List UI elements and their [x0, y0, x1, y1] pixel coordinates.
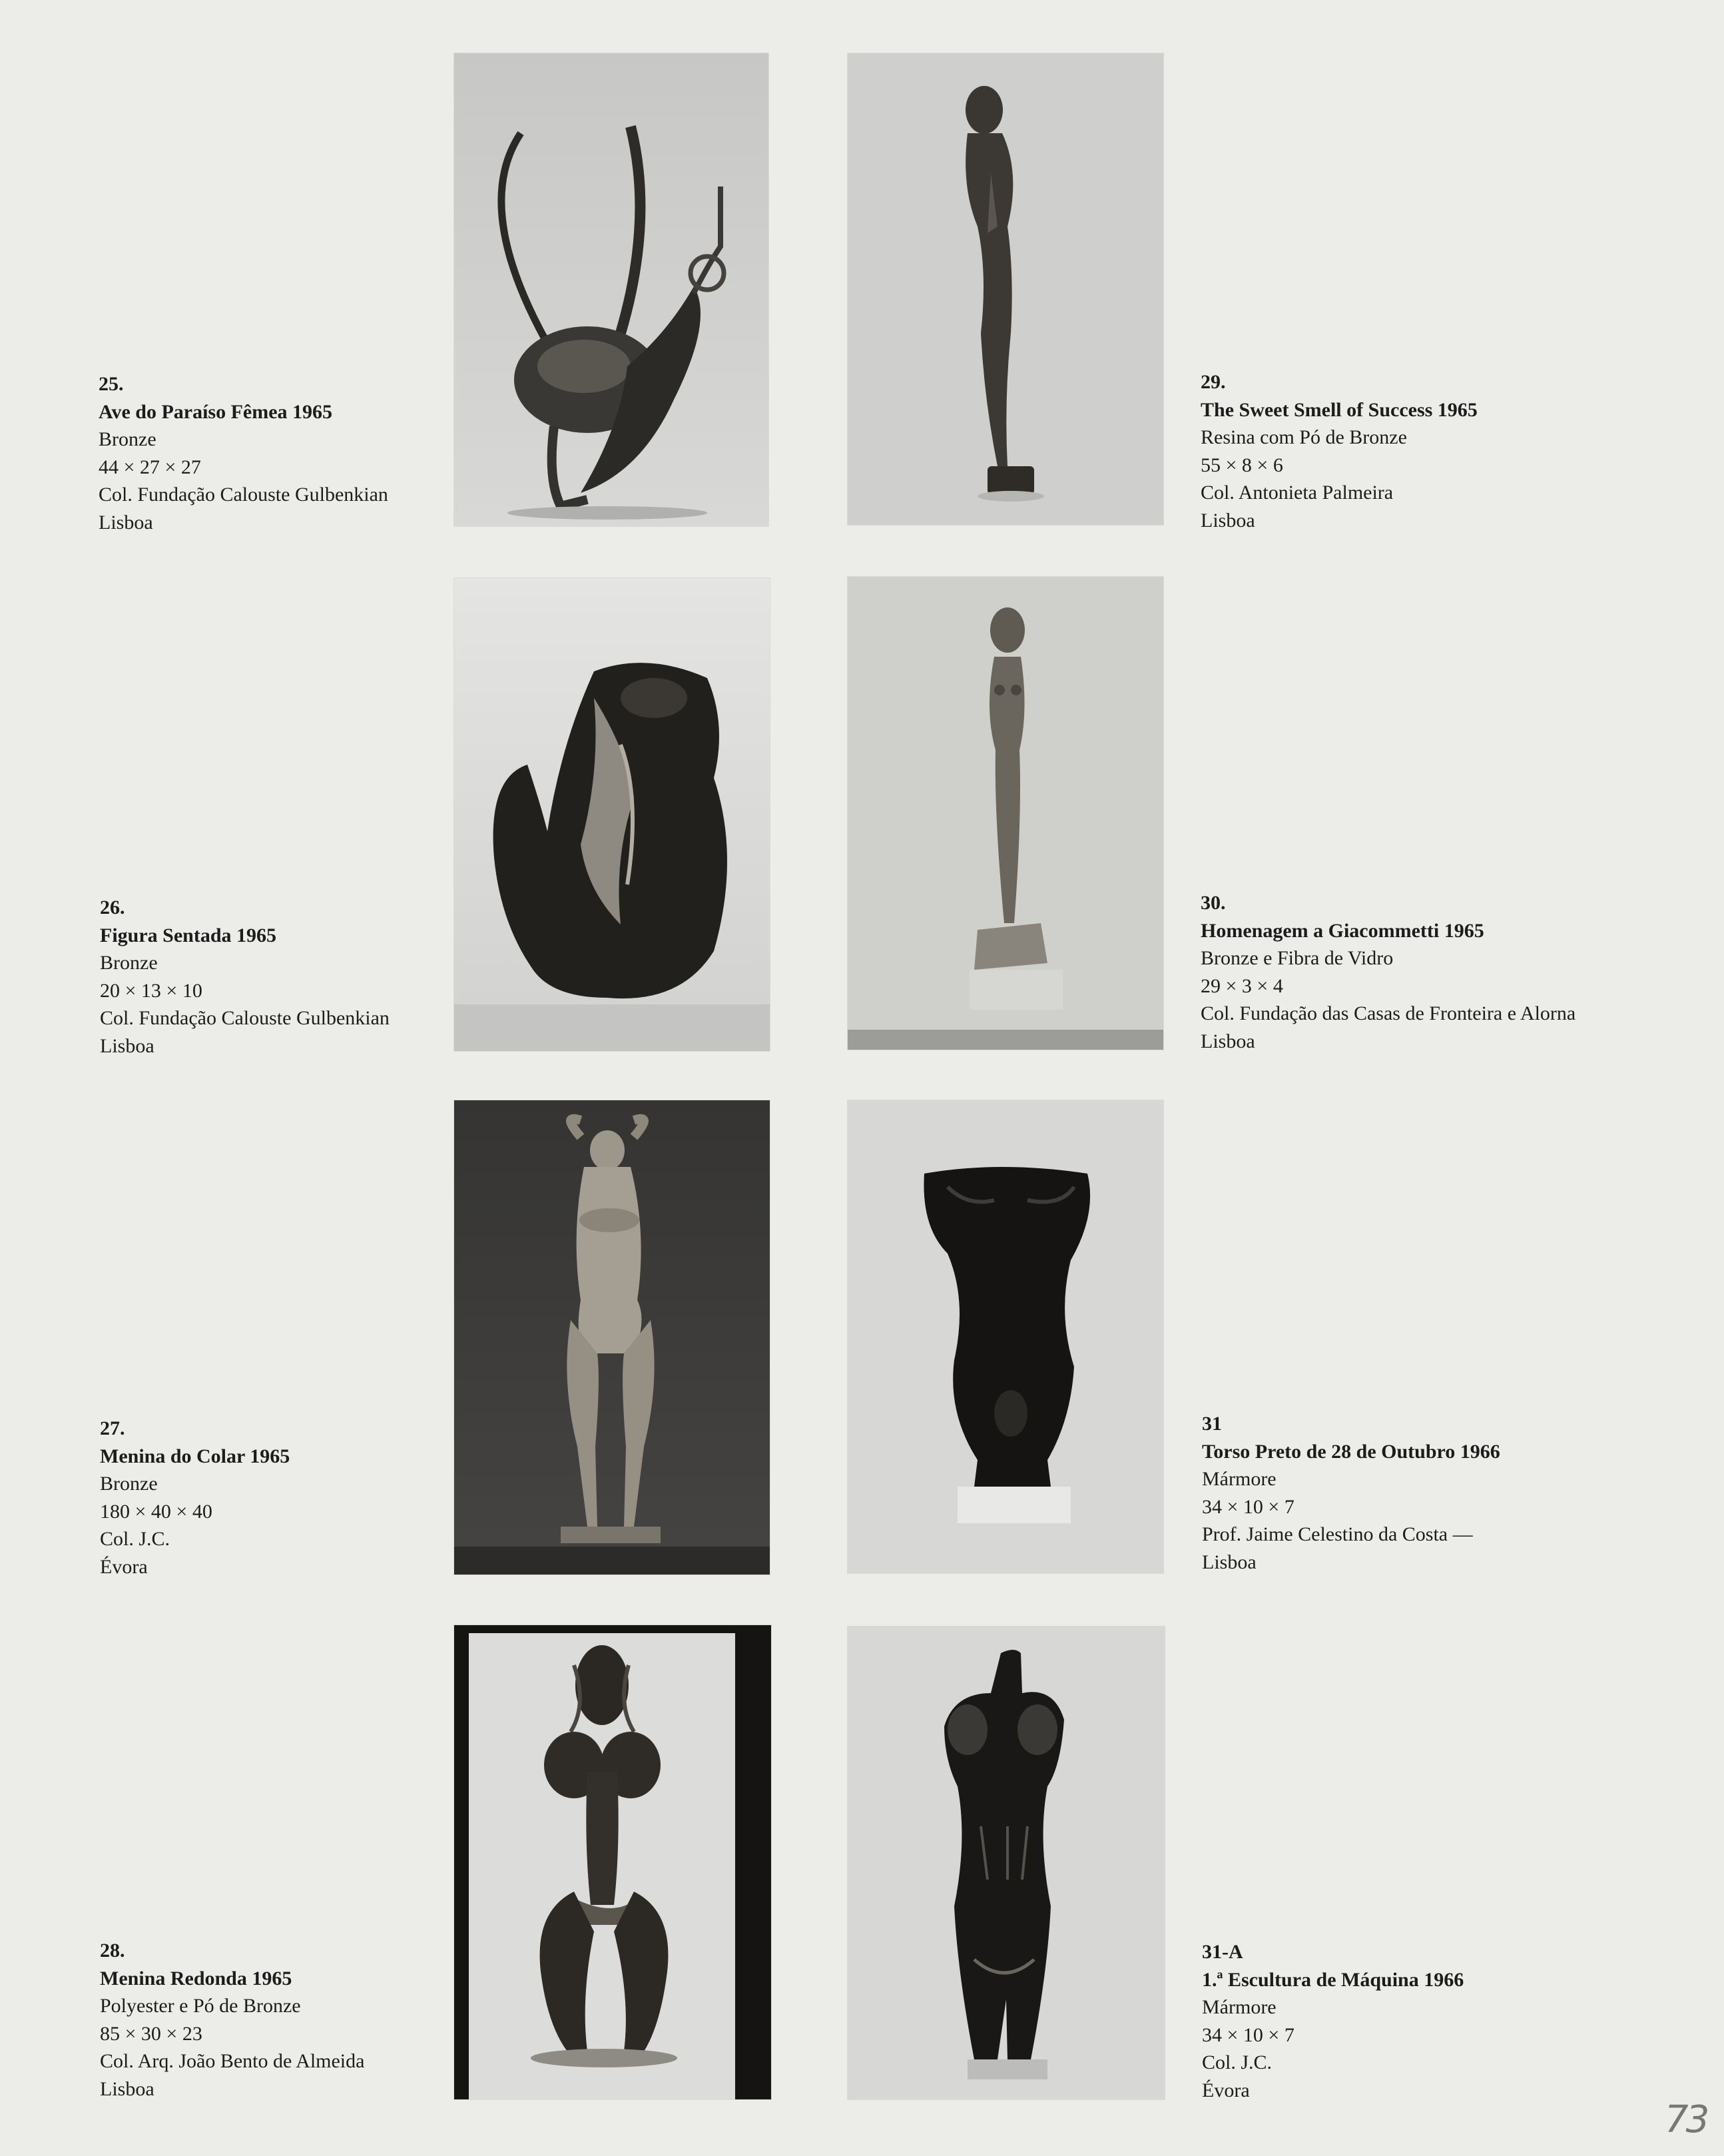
work-material: Resina com Pó de Bronze	[1201, 426, 1407, 448]
photo-torso-preto	[848, 1100, 1163, 1573]
work-location: Lisboa	[100, 1034, 154, 1057]
work-dimensions: 20 × 13 × 10	[100, 979, 202, 1002]
work-title: Ave do Paraíso Fêmea 1965	[99, 400, 333, 423]
caption-work-28	[100, 1937, 473, 2103]
work-dimensions: 85 × 30 × 23	[100, 2022, 202, 2045]
work-title: 1.ª Escultura de Máquina 1966	[1202, 1968, 1464, 1991]
photo-ave-do-paraiso	[454, 53, 768, 526]
work-location: Évora	[100, 1555, 148, 1578]
photo-homenagem-a-giacommetti	[848, 577, 1163, 1050]
work-number: 27.	[100, 1417, 125, 1439]
caption-work-25	[99, 370, 471, 536]
work-dimensions: 44 × 27 × 27	[99, 456, 201, 478]
work-material: Bronze	[100, 952, 158, 974]
work-number: 31	[1202, 1413, 1222, 1435]
caption-work-31a	[1202, 1938, 1668, 2104]
work-material: Mármore	[1202, 1468, 1277, 1490]
work-dimensions: 180 × 40 × 40	[100, 1500, 212, 1523]
work-location: Lisboa	[100, 2077, 154, 2100]
caption-work-26	[100, 894, 473, 1060]
photo-menina-redonda	[454, 1625, 771, 2099]
work-title: Figura Sentada 1965	[100, 924, 277, 946]
work-material: Mármore	[1202, 1996, 1277, 2018]
photo-figura-sentada	[454, 578, 770, 1051]
work-collection: Col. J.C.	[100, 1528, 170, 1550]
photo-sweet-smell-of-success	[848, 53, 1163, 525]
work-dimensions: 34 × 10 × 7	[1202, 1495, 1294, 1518]
photo-escultura-de-maquina	[848, 1626, 1165, 2099]
work-material: Bronze	[99, 428, 156, 450]
photo-menina-do-colar	[454, 1100, 770, 1575]
work-number: 28.	[100, 1940, 125, 1962]
work-dimensions: 29 × 3 × 4	[1201, 974, 1283, 997]
work-number: 30.	[1201, 892, 1226, 914]
work-number: 25.	[99, 373, 124, 395]
caption-work-30	[1201, 889, 1667, 1055]
caption-work-29	[1201, 368, 1667, 534]
work-title: Menina do Colar 1965	[100, 1445, 290, 1467]
work-collection: Col. Fundação Calouste Gulbenkian	[99, 484, 388, 506]
work-dimensions: 34 × 10 × 7	[1202, 2023, 1294, 2046]
work-collection: Col. Fundação Calouste Gulbenkian	[100, 1007, 390, 1029]
work-material: Bronze e Fibra de Vidro	[1201, 947, 1394, 969]
work-collection: Col. J.C.	[1202, 2051, 1273, 2073]
work-number: 29.	[1201, 371, 1226, 393]
work-dimensions: 55 × 8 × 6	[1201, 454, 1283, 476]
caption-work-31	[1202, 1410, 1668, 1576]
work-location: Lisboa	[1201, 1030, 1255, 1052]
work-location: Évora	[1202, 2079, 1250, 2101]
work-number: 26.	[100, 897, 125, 918]
work-collection: Prof. Jaime Celestino da Costa —	[1202, 1523, 1473, 1545]
work-location: Lisboa	[1201, 509, 1255, 532]
work-material: Bronze	[100, 1473, 158, 1495]
work-collection: Col. Fundação das Casas de Fronteira e Alorna	[1201, 1002, 1576, 1024]
caption-work-27	[100, 1415, 473, 1581]
page-number: 73	[1665, 2098, 1707, 2141]
work-number: 31-A	[1202, 1941, 1243, 1963]
work-location: Lisboa	[1202, 1551, 1257, 1573]
work-title: Homenagem a Giacommetti 1965	[1201, 919, 1484, 942]
work-collection: Col. Arq. João Bento de Almeida	[100, 2050, 365, 2072]
work-collection: Col. Antonieta Palmeira	[1201, 482, 1394, 504]
work-location: Lisboa	[99, 511, 153, 534]
work-title: Menina Redonda 1965	[100, 1967, 292, 1989]
work-material: Polyester e Pó de Bronze	[100, 1995, 301, 2017]
work-title: The Sweet Smell of Success 1965	[1201, 398, 1478, 421]
work-title: Torso Preto de 28 de Outubro 1966	[1202, 1440, 1500, 1463]
